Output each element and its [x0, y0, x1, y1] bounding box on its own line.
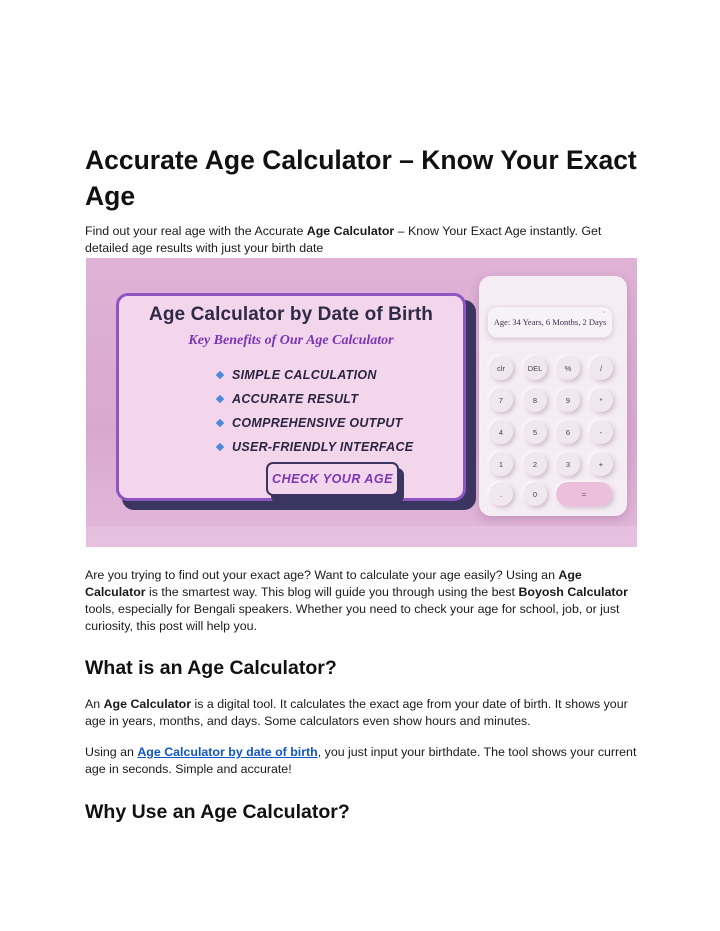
calculator-key: 5	[523, 420, 547, 444]
heading-what-is: What is an Age Calculator?	[85, 657, 337, 679]
age-calculator-link[interactable]: Age Calculator by date of birth	[137, 745, 318, 759]
calculator-key: DEL	[523, 356, 547, 380]
calculator-key: 7	[489, 388, 513, 412]
diamond-bullet-icon	[216, 443, 224, 451]
calculator-key: .	[489, 482, 513, 506]
benefit-item	[217, 435, 413, 459]
calculator-key: 3	[556, 452, 580, 476]
diamond-bullet-icon	[216, 371, 224, 379]
intro-text-1: Find out your real age with the Accurate	[85, 224, 307, 238]
para2-bold-2: Boyosh Calculator	[518, 585, 628, 599]
banner-image	[86, 258, 637, 547]
banner-bottom-strip	[86, 526, 637, 547]
calculator-key: =	[556, 482, 612, 506]
para2-text-3: tools, especially for Bengali speakers. Whether you need to check your age for school, job, or just curiosity, this post will help you.	[85, 602, 620, 633]
calculator-key: 4	[489, 420, 513, 444]
calculator-key: 0	[523, 482, 547, 506]
para2-text-1: Are you trying to find out your exact age? Want to calculate your age easily? Using an	[85, 568, 559, 582]
para2-text-2: is the smartest way. This blog will guide you through using the best	[145, 585, 519, 599]
calculator-key: 9	[556, 388, 580, 412]
intro-paragraph	[85, 223, 640, 257]
calculator-illustration	[479, 276, 627, 516]
banner-subtitle: Key Benefits of Our Age Calculator	[188, 333, 394, 348]
benefit-item	[217, 411, 413, 435]
display-text: Age: 34 Years, 6 Months, 2 Days	[493, 317, 607, 327]
calculator-key: *	[589, 388, 613, 412]
calculator-key: 2	[523, 452, 547, 476]
benefit-item	[217, 387, 413, 411]
paragraph-intro-2	[85, 567, 640, 635]
para3-bold-1: Age Calculator	[103, 697, 192, 711]
para4-text-2: , you just input your birthdate. The tool shows your current age in seconds. Simple and accurate!	[85, 745, 637, 776]
para3-text-2: is a digital tool. It calculates the exact age from your date of birth. It shows your age in years, months, and days. Some calculators even show hours and minutes.	[85, 697, 628, 728]
intro-bold-1: Age Calculator	[306, 224, 395, 238]
intro-text-2: – Know Your Exact Age instantly. Get detailed age results with just your birth date	[85, 224, 602, 255]
para3-text-1: An	[85, 697, 104, 711]
check-age-button: CHECK YOUR AGE	[266, 462, 399, 496]
page-title: Accurate Age Calculator – Know Your Exact Age	[85, 145, 637, 211]
calculator-display	[487, 306, 613, 338]
benefit-item	[217, 363, 413, 387]
display-indicator-icon: ˇ	[603, 312, 605, 318]
para4-text-1: Using an	[85, 745, 138, 759]
calculator-key: %	[556, 356, 580, 380]
calculator-key: 8	[523, 388, 547, 412]
diamond-bullet-icon	[216, 395, 224, 403]
diamond-bullet-icon	[216, 419, 224, 427]
paragraph-using	[85, 744, 640, 778]
calculator-key: -	[589, 420, 613, 444]
calculator-key: 1	[489, 452, 513, 476]
calculator-key: clr	[489, 356, 513, 380]
banner-title: Age Calculator by Date of Birth	[149, 304, 433, 325]
benefit-label: USER-FRIENDLY INTERFACE	[232, 440, 414, 454]
calculator-key: /	[589, 356, 613, 380]
benefits-list	[217, 363, 413, 459]
calculator-key: +	[589, 452, 613, 476]
paragraph-what-is	[85, 696, 640, 730]
para2-bold-1: Age Calculator	[85, 568, 582, 599]
benefit-label: ACCURATE RESULT	[232, 392, 359, 406]
benefit-label: SIMPLE CALCULATION	[232, 368, 377, 382]
heading-why-use: Why Use an Age Calculator?	[85, 801, 350, 823]
calculator-key: 6	[556, 420, 580, 444]
benefits-card	[116, 293, 466, 501]
benefit-label: COMPREHENSIVE OUTPUT	[232, 416, 403, 430]
